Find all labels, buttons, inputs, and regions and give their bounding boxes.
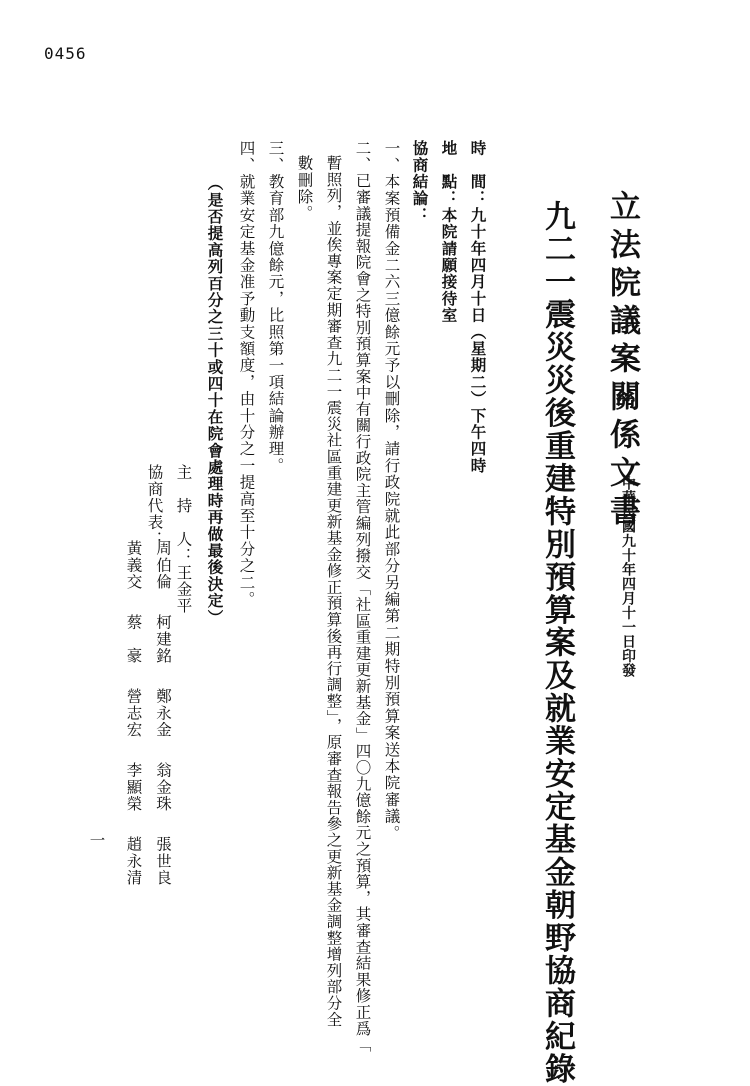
representative-name: 蔡 豪 [124,614,143,665]
publication-header: 立法院議案關係文書 [604,190,640,532]
representative-name: 柯建銘 [154,614,172,665]
representative-name: 營志宏 [124,688,143,739]
representative-group-2 [110,614,170,664]
conclusion-note: （是否提高列百分之三十或四十在院會處理時再做最後決定） [205,175,225,626]
document-title: 九二一震災災後重建特別預算案及就業安定基金朝野協商紀錄 [539,200,575,1086]
conclusion-item-2-line-3: 數刪除。 [295,155,314,222]
conclusion-item-1: 一、本案預備金二六三億餘元予以刪除，請行政院就此部分另編第二期特別預算案送本院審議。 [382,140,401,842]
representative-name: 翁金珠 [154,762,172,813]
representative-group-4 [110,762,170,812]
representative-name: 趙永清 [124,836,143,887]
representative-name: 李顯榮 [124,762,143,813]
page-number: 0456 [44,44,87,63]
chair: 主 持 人：王金平 [174,464,193,615]
conclusion-item-4: 四、就業安定基金准予動支額度，由十分之一提高至十分之二。 [237,140,256,608]
conclusion-item-2-line-2: 暫照列，並俟專案定期審查九二一震災社區重建更新基金修正預算後再行調整」，原審查報告參之更新基金調整增列部分全 [324,155,343,1028]
representatives-label: 協商代表： [145,464,164,548]
conclusions-heading: 協商結論： [410,140,430,224]
representative-name: 鄭永金 [154,688,172,739]
representative-name: 張世良 [154,836,172,887]
meeting-place: 地 點：本院請願接待室 [439,140,459,324]
representative-group-5 [110,836,170,886]
conclusion-item-2-line-1: 二、已審議提報院會之特別預算案中有關行政院主管編列撥交「社區重建更新基金」四〇九億餘元之預算，其審查結果修正爲「 [353,140,372,1053]
footer-page-number: 一 [87,832,106,849]
representative-name: 黃義交 [124,540,143,591]
representative-name: 周伯倫 [154,540,172,591]
issue-date: 中華民國九十年四月十一日印發 [620,476,636,678]
meeting-time: 時 間：九十年四月十日（星期二）下午四時 [468,140,488,474]
representative-group-3 [110,688,170,738]
conclusion-item-3: 三、教育部九億餘元，比照第一項結論辦理。 [266,140,285,474]
representative-group-1 [110,540,170,590]
